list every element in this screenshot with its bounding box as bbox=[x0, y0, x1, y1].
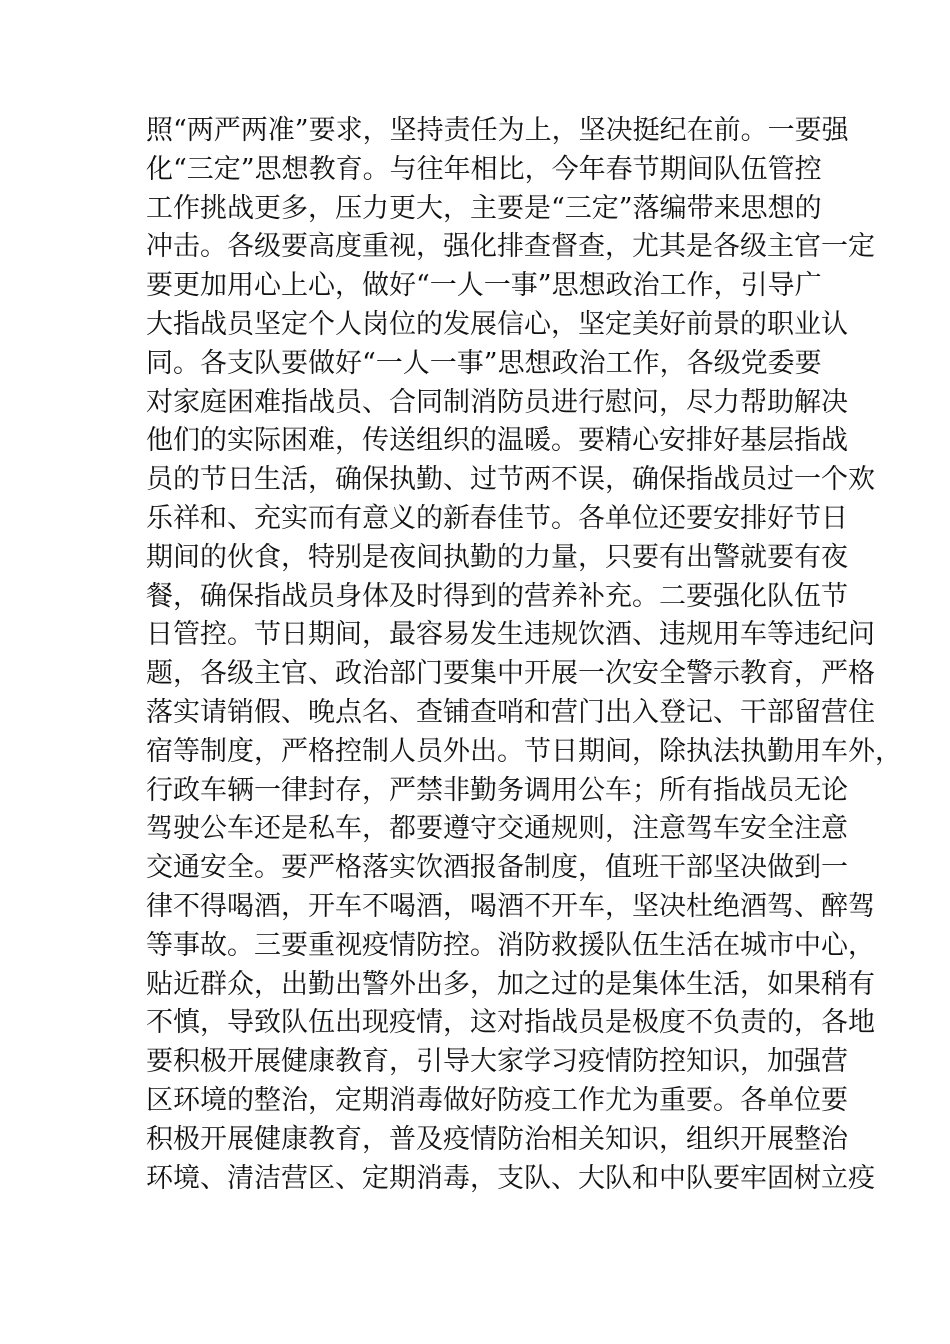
text-line: 照“两严两准”要求，坚持责任为上，坚决挺纪在前。一要强 bbox=[146, 115, 849, 146]
text-line: 冲击。各级要高度重视，强化排查督查，尤其是各级主官一定 bbox=[146, 231, 875, 263]
text-line: 期间的伙食，特别是夜间执勤的力量，只要有出警就要有夜 bbox=[146, 541, 848, 573]
body-paragraph bbox=[146, 112, 902, 1198]
text-line: 驾驶公车还是私车，都要遵守交通规则，注意驾车安全注意 bbox=[146, 813, 848, 845]
text-line: 对家庭困难指战员、合同制消防员进行慰问，尽力帮助解决 bbox=[146, 386, 848, 418]
text-line: 日管控。节日期间，最容易发生违规饮酒、违规用车等违纪问 bbox=[146, 619, 875, 651]
text-line: 乐祥和、充实而有意义的新春佳节。各单位还要安排好节日 bbox=[146, 502, 848, 534]
text-line: 环境、清洁营区、定期消毒，支队、大队和中队要牢固树立疫 bbox=[146, 1162, 875, 1194]
text-line: 律不得喝酒，开车不喝酒，喝酒不开车，坚决杜绝酒驾、醉驾 bbox=[146, 890, 875, 922]
text-line: 他们的实际困难，传送组织的温暖。要精心安排好基层指战 bbox=[146, 425, 848, 457]
text-line: 区环境的整治，定期消毒做好防疫工作尤为重要。各单位要 bbox=[146, 1084, 848, 1116]
text-line: 同。各支队要做好“一人一事”思想政治工作，各级党委要 bbox=[146, 347, 822, 379]
text-line: 工作挑战更多，压力更大，主要是“三定”落编带来思想的 bbox=[146, 192, 822, 224]
text-line: 要积极开展健康教育，引导大家学习疫情防控知识，加强营 bbox=[146, 1046, 848, 1078]
text-line: 贴近群众，出勤出警外出多，加之过的是集体生活，如果稍有 bbox=[146, 968, 875, 1000]
text-line: 行政车辆一律封存，严禁非勤务调用公车；所有指战员无论 bbox=[146, 774, 848, 806]
text-line: 餐，确保指战员身体及时得到的营养补充。二要强化队伍节 bbox=[146, 580, 848, 612]
text-line: 交通安全。要严格落实饮酒报备制度，值班干部坚决做到一 bbox=[146, 852, 848, 884]
text-line: 积极开展健康教育，普及疫情防治相关知识，组织开展整治 bbox=[146, 1123, 848, 1155]
text-line: 宿等制度，严格控制人员外出。节日期间，除执法执勤用车外， bbox=[146, 735, 902, 767]
text-line: 要更加用心上心，做好“一人一事”思想政治工作，引导广 bbox=[146, 270, 822, 302]
text-line: 员的节日生活，确保执勤、过节两不误，确保指战员过一个欢 bbox=[146, 464, 875, 496]
text-line: 等事故。三要重视疫情防控。消防救援队伍生活在城市中心， bbox=[146, 929, 875, 961]
text-line: 落实请销假、晚点名、查铺查哨和营门出入登记、干部留营住 bbox=[146, 696, 875, 728]
text-line: 化“三定”思想教育。与往年相比，今年春节期间队伍管控 bbox=[146, 153, 822, 185]
text-line: 题，各级主官、政治部门要集中开展一次安全警示教育，严格 bbox=[146, 658, 875, 690]
text-line: 大指战员坚定个人岗位的发展信心，坚定美好前景的职业认 bbox=[146, 308, 848, 340]
text-line: 不慎，导致队伍出现疫情，这对指战员是极度不负责的，各地 bbox=[146, 1007, 875, 1039]
